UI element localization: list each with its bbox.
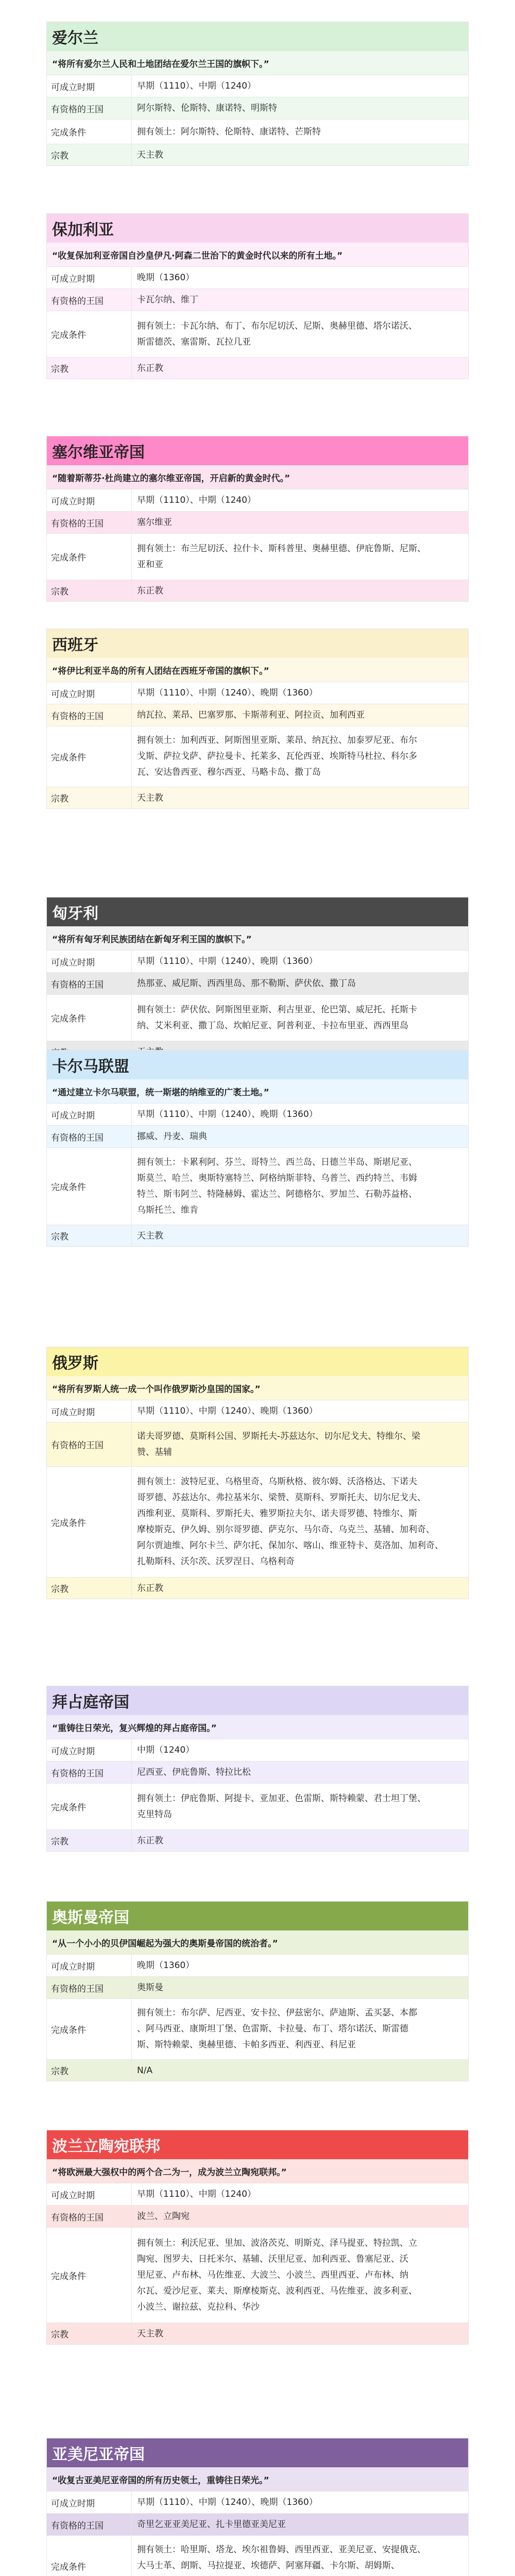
row-label: 可成立时期 [47,682,132,704]
row-conditions [47,119,468,144]
value-line: 乌斯托兰、维肯 [137,1205,198,1215]
value-line: 拥有领土：卡瓦尔纳、布丁、布尔尼切沃、尼斯、奥赫里德、塔尔诺沃、 [137,320,417,331]
card-kalmar-union [46,1050,469,1247]
card-quote: “将欧洲最大强权中的两个合二为一，成为波兰立陶宛联邦。” [47,2159,468,2183]
row-label: 有资格的王国 [47,973,132,994]
card-title: 亚美尼亚帝国 [47,2438,468,2467]
value-line: 拥有领土：哈里斯、塔龙、埃尔祖鲁姆、西里西亚、亚美尼亚、安提俄克、 [137,2545,426,2555]
value-line: 阿尔贾迪维、阿尔卡兰、萨尔托、保加尔、喀山、维亚特卡、莫洛加、加利奇、 [137,1540,443,1551]
card-bulgaria [46,213,469,379]
row-value: 晚期（1360） [137,273,195,283]
row-value: 早期（1110）、中期（1240）、晚期（1360） [137,1109,318,1120]
row-value: 早期（1110）、中期（1240）、晚期（1360） [137,2497,318,2507]
row-label: 可成立时期 [47,1400,132,1422]
row-label: 可成立时期 [47,75,132,97]
value-line: 、阿马西亚、康斯坦丁堡、色雷斯、卡拉曼、布丁、塔尔诺沃、斯雷德 [137,2024,408,2034]
card-title: 匈牙利 [47,897,468,926]
value-line: 戈斯、萨拉戈萨、萨拉曼卡、托莱多、瓦伦西亚、埃斯特马杜拉、科尔多 [137,751,417,761]
row-label: 有资格的王国 [47,2514,132,2535]
card-spain [46,629,469,809]
row-value: N/A [137,2065,153,2076]
value-line: 尔瓦、爱沙尼亚、莱夫、斯摩棱斯克、波利西亚、马佐维亚、波多利亚、 [137,2285,417,2296]
card-byzantine [46,1686,469,1852]
row-label: 有资格的王国 [47,1761,132,1783]
row-label: 完成条件 [47,2228,132,2323]
row-value: 天主教 [137,149,163,160]
card-quote: “收复古亚美尼亚帝国的所有历史领土，重铸往日荣光。” [47,2467,468,2491]
row-value: 拥有领土：阿尔斯特、伦斯特、康诺特、芒斯特 [137,126,321,137]
row-value [132,1422,468,1466]
row-period [47,75,468,97]
row-label: 有资格的王国 [47,1977,132,1998]
row-value: 晚期（1360） [137,1960,195,1971]
row-label: 宗教 [47,1225,132,1246]
row-label: 宗教 [47,2323,132,2344]
card-title: 波兰立陶宛联邦 [47,2130,468,2159]
card-quote: “重铸往日荣光，复兴辉煌的拜占庭帝国。” [47,1715,468,1739]
row-value: 早期（1110）、中期（1240）、晚期（1360） [137,688,318,698]
row-value: 塞尔维亚 [137,517,172,528]
row-label: 可成立时期 [47,1739,132,1761]
row-label: 宗教 [47,358,132,379]
row-value: 早期（1110）、中期（1240） [137,495,256,505]
card-russia [46,1347,469,1599]
card-quote: “通过建立卡尔马联盟，统一斯堪的纳维亚的广袤土地。” [47,1079,468,1103]
value-line: 特兰、斯韦阿兰、特隆赫姆、霍达兰、阿德格尔、罗加兰、石勒苏益格、 [137,1189,417,1199]
card-quote: “从一个小小的贝伊国崛起为强大的奥斯曼帝国的统治者。” [47,1930,468,1954]
row-value: 纳瓦拉、莱昂、巴塞罗那、卡斯蒂利亚、阿拉贡、加利西亚 [137,710,365,720]
card-serbia [46,436,469,602]
value-line: 拥有领土：利沃尼亚、里加、波洛茨克、明斯克、泽马提亚、特拉凯、立 [137,2238,417,2248]
card-title: 拜占庭帝国 [47,1686,468,1715]
card-quote: “将伊比利亚半岛的所有人团结在西班牙帝国的旗帜下。” [47,658,468,682]
value-line: 纳、艾米利亚、撒丁岛、坎帕尼亚、阿普利亚、卡拉布里亚、西西里岛 [137,1020,408,1031]
value-line: 大马士革、朗斯、马拉提亚、埃德萨、阿塞拜疆、卡尔斯、胡姆斯、 [137,2561,400,2571]
row-label: 可成立时期 [47,2183,132,2205]
row-label: 完成条件 [47,120,132,144]
row-value: 挪威、丹麦、瑞典 [137,1131,207,1142]
row-label: 有资格的王国 [47,704,132,726]
row-label: 完成条件 [47,1148,132,1225]
row-label: 完成条件 [47,995,132,1041]
row-label: 完成条件 [47,726,132,787]
value-line: 陶宛、图罗夫、日托米尔、基辅、沃里尼亚、加利西亚、鲁塞尼亚、沃 [137,2253,408,2264]
card-title: 爱尔兰 [47,22,468,51]
value-line: 哥罗德、苏兹达尔、弗拉基米尔、梁赞、莫斯科、罗斯托夫、切尔尼戈夫、 [137,1493,426,1503]
value-line: 拥有领土：卡累利阿、芬兰、哥特兰、西兰岛、日德兰半岛、斯堪尼亚、 [137,1157,417,1167]
row-value [132,2228,468,2323]
row-value [132,1467,468,1577]
card-title: 俄罗斯 [47,1347,468,1376]
row-label: 宗教 [47,580,132,601]
row-label: 有资格的王国 [47,1126,132,1147]
value-line: 瓦、安达鲁西亚、穆尔西亚、马略卡岛、撒丁岛 [137,767,321,777]
row-label: 可成立时期 [47,267,132,289]
row-value: 热那亚、威尼斯、西西里岛、那不勒斯、萨伏依、撒丁岛 [137,978,356,989]
card-title: 奥斯曼帝国 [47,1902,468,1930]
value-line: 拥有领土：布兰尼切沃、拉什卡、斯科普里、奥赫里德、伊庇鲁斯、尼斯、 [137,543,426,554]
card-quote: “将所有罗斯人统一成一个叫作俄罗斯沙皇国的国家。” [47,1376,468,1400]
row-value: 东正教 [137,1583,163,1594]
card-quote: “随着斯蒂芬·杜尚建立的塞尔维亚帝国，开启新的黄金时代。” [47,465,468,489]
row-value [132,995,468,1041]
card-armenia [46,2438,469,2576]
value-line: 赞、基辅 [137,1447,172,1458]
row-value: 卡瓦尔纳、维丁 [137,295,198,305]
value-line: 诺夫哥罗德、莫斯科公国、罗斯托夫-苏兹达尔、切尔尼戈夫、特维尔、梁 [137,1431,421,1442]
row-label: 完成条件 [47,1999,132,2059]
row-value [132,2536,468,2576]
row-label: 完成条件 [47,534,132,580]
card-title: 卡尔马联盟 [47,1050,468,1079]
card-ireland [46,22,469,166]
row-label: 可成立时期 [47,951,132,972]
row-value: 天主教 [137,792,163,803]
row-value: 天主教 [137,1230,163,1241]
value-line: 克里特岛 [137,1809,172,1820]
value-line: 拥有领土：萨伏依、阿斯图里亚斯、利古里亚、伦巴第、威尼托、托斯卡 [137,1004,417,1015]
row-label: 有资格的王国 [47,2206,132,2227]
value-line: 拥有领土：伊庇鲁斯、阿提卡、亚加亚、色雷斯、斯特赖蒙、君士坦丁堡、 [137,1793,426,1804]
row-label: 宗教 [47,2060,132,2081]
row-value: 中期（1240） [137,1745,195,1755]
value-line: 拥有领土：波特尼亚、乌格里奇、乌斯秋格、彼尔姆、沃洛格达、下诺夫 [137,1477,417,1487]
row-label: 完成条件 [47,1784,132,1829]
card-title: 保加利亚 [47,214,468,243]
value-line: 里尼亚、卢布林、马佐维亚、大波兰、小波兰、西里西亚、卢布林、纳 [137,2269,408,2280]
card-title: 西班牙 [47,629,468,658]
row-label: 完成条件 [47,2536,132,2576]
row-value: 早期（1110）、中期（1240）、晚期（1360） [137,1406,318,1416]
value-line: 拥有领土：布尔萨、尼西亚、安卡拉、伊兹密尔、萨迪斯、孟买瑟、本都 [137,2008,417,2018]
value-line: 拥有领土：加利西亚、阿斯图里亚斯、莱昂、纳瓦拉、加泰罗尼亚、布尔 [137,735,417,745]
card-quote: “收复保加利亚帝国自沙皇伊凡·阿森二世治下的黄金时代以来的所有土地。” [47,243,468,266]
row-label: 有资格的王国 [47,512,132,533]
card-poland-lithuania [46,2130,469,2345]
row-value [132,1784,468,1829]
row-label: 宗教 [47,1578,132,1599]
row-value [132,1999,468,2059]
row-value: 阿尔斯特、伦斯特、康诺特、明斯特 [137,103,277,113]
value-line: 斯雷德茨、塞雷斯、瓦拉几亚 [137,336,251,347]
row-label: 可成立时期 [47,1955,132,1976]
row-value: 尼西亚、伊庇鲁斯、特拉比松 [137,1767,251,1777]
row-value: 波兰、立陶宛 [137,2211,190,2222]
card-quote: “将所有匈牙利民族团结在新匈牙利王国的旗帜下。” [47,926,468,950]
row-label: 宗教 [47,144,132,165]
row-label: 有资格的王国 [47,289,132,311]
row-label: 可成立时期 [47,1104,132,1125]
row-label: 宗教 [47,787,132,808]
row-label: 宗教 [47,1830,132,1851]
row-value: 奇里乞亚亚美尼亚、扎卡里德亚美尼亚 [137,2519,286,2530]
value-line: 亚和亚 [137,559,163,570]
row-label: 有资格的王国 [47,1422,132,1466]
row-kingdoms [47,97,468,119]
row-religion [47,144,468,165]
row-value: 奥斯曼 [137,1982,163,1993]
row-label: 可成立时期 [47,489,132,511]
row-value [132,311,468,357]
row-value: 早期（1110）、中期（1240）、晚期（1360） [137,956,318,967]
card-hungary [46,897,469,1063]
card-quote: “将所有爱尔兰人民和土地团结在爱尔兰王国的旗帜下。” [47,51,468,75]
value-line: 西维利亚、莫斯科、罗斯托夫、雅罗斯拉夫尔、诺夫哥罗德、特维尔、斯 [137,1509,417,1519]
row-label: 有资格的王国 [47,97,132,119]
value-line: 摩棱斯克、伊久姆、别尔哥罗德、萨克尔、马尔奇、乌克兰、基辅、加利奇、 [137,1524,435,1535]
row-value: 早期（1110）、中期（1240） [137,81,256,91]
card-title: 塞尔维亚帝国 [47,436,468,465]
row-value: 东正教 [137,363,163,374]
row-label: 完成条件 [47,1467,132,1577]
row-value [132,1148,468,1225]
card-ottoman [46,1901,469,2081]
value-line [137,2574,426,2576]
value-line: 斯莫兰、哈兰、奥斯特塞特兰、阿格纳斯菲特、乌普兰、西约特兰、韦姆 [137,1173,417,1183]
row-label: 完成条件 [47,311,132,357]
value-line: 小波兰、谢拉兹、克拉科、华沙 [137,2301,260,2312]
row-value: 早期（1110）、中期（1240） [137,2189,256,2199]
row-value: 天主教 [137,2328,163,2339]
row-value [132,534,468,580]
value-line: 扎勒斯科、沃尔茨、沃罗涅日、乌格利奇 [137,1556,295,1567]
row-label: 可成立时期 [47,2492,132,2513]
row-value: 东正教 [137,585,163,596]
row-value [132,726,468,787]
row-value: 东正教 [137,1835,163,1846]
value-line: 斯、斯特赖蒙、奥赫里德、卡帕多西亚、利西亚、科尼亚 [137,2040,356,2050]
